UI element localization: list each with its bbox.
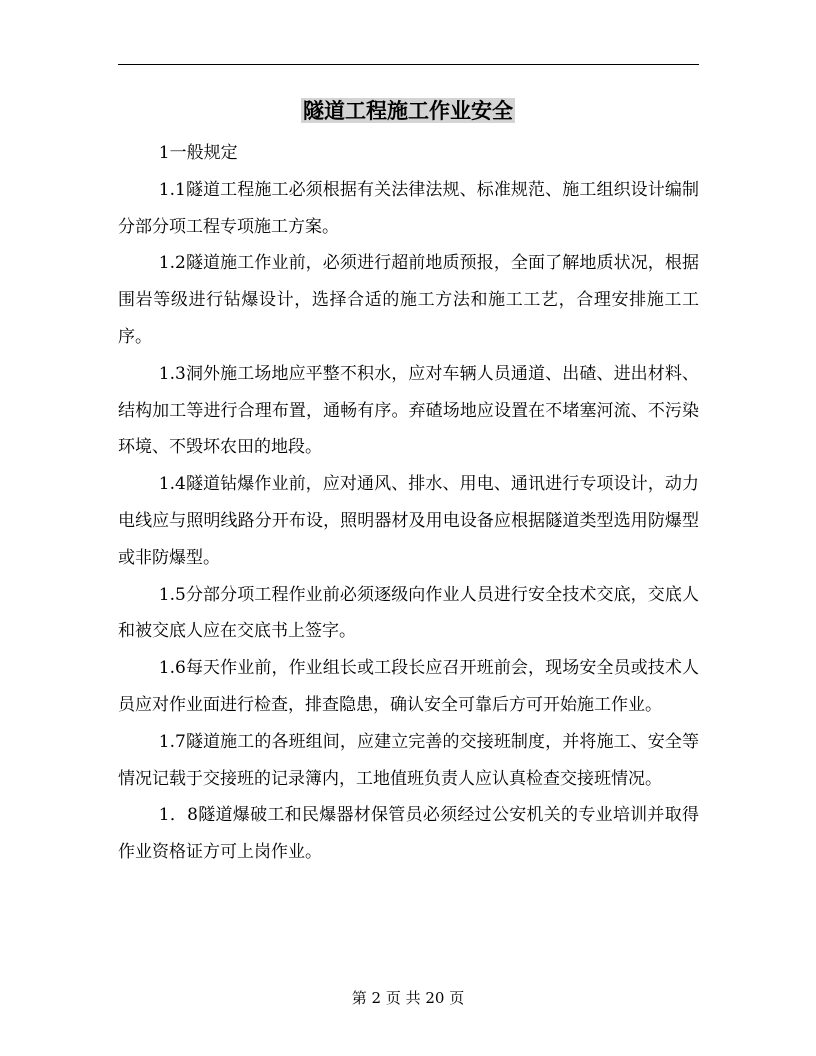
document-title-text: 隧道工程施工作业安全 (303, 98, 513, 123)
paragraph-1-8: 1．8隧道爆破工和民爆器材保管员必须经过公安机关的专业培训并取得作业资格证方可上岗作业。 (118, 805, 699, 863)
paragraph-1-3: 1.3洞外施工场地应平整不积水，应对车辆人员通道、出碴、进出材料、结构加工等进行合理布置，通畅有序。弃碴场地应设置在不堵塞河流、不污染环境、不毁坏农田的地段。 (118, 363, 699, 458)
paragraph-1-4: 1.4隧道钻爆作业前，应对通风、排水、用电、通讯进行专项设计，动力电线应与照明线路分开布设，照明器材及用电设备应根据隧道类型选用防爆型或非防爆型。 (118, 474, 699, 568)
paragraph-1-5: 1.5分部分项工程作业前必须逐级向作业人员进行安全技术交底，交底人和被交底人应在交底书上签字。 (118, 584, 699, 642)
page-number-footer: 第 2 页 共 20 页 (351, 989, 465, 1007)
paragraph-1-7: 1.7隧道施工的各班组间，应建立完善的交接班制度，并将施工、安全等情况记载于交接班的记录簿内，工地值班负责人应认真检查交接班情况。 (118, 731, 699, 789)
paragraph-1-1: 1.1隧道工程施工必须根据有关法律法规、标准规范、施工组织设计编制分部分项工程专项施工方案。 (118, 179, 699, 237)
document-title (0, 96, 816, 126)
document-body (118, 135, 699, 871)
paragraph-1-6: 1.6每天作业前，作业组长或工段长应召开班前会，现场安全员或技术人员应对作业面进行检查，排查隐患，确认安全可靠后方可开始施工作业。 (118, 658, 699, 715)
paragraph-1-2: 1.2隧道施工作业前，必须进行超前地质预报，全面了解地质状况，根据围岩等级进行钻爆设计，选择合适的施工方法和施工工艺，合理安排施工工序。 (118, 253, 699, 347)
section-heading-general: 1一般规定 (158, 143, 238, 163)
header-rule (118, 64, 699, 65)
